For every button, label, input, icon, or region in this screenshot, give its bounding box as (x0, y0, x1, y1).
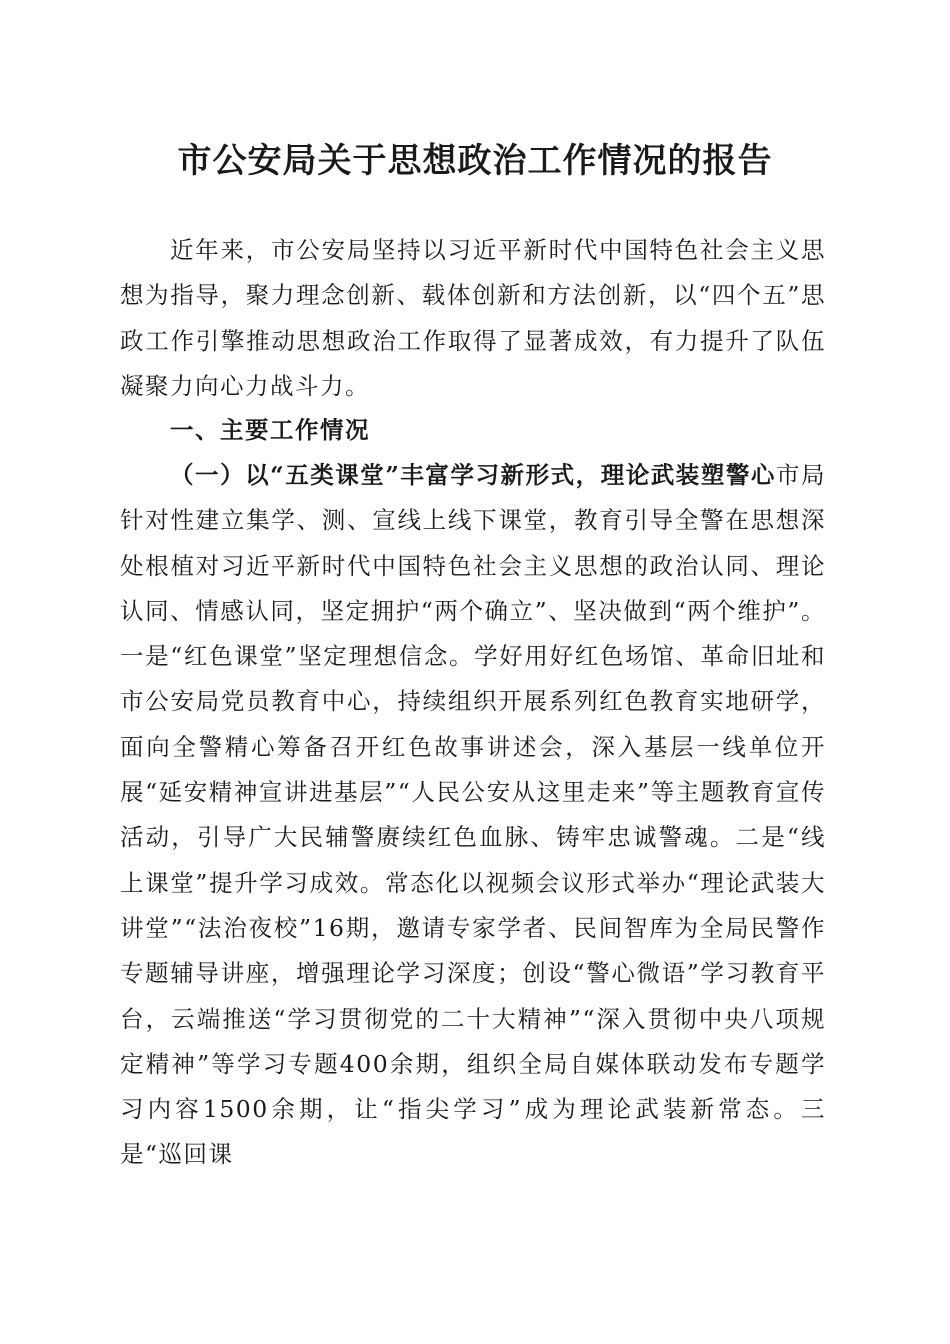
intro-paragraph: 近年来，市公安局坚持以习近平新时代中国特色社会主义思想为指导，聚力理念创新、载体创新和方法创新，以“四个五”思政工作引擎推动思想政治工作取得了显著成效，有力提升了队伍凝聚力向心力战斗力。 (120, 236, 826, 400)
section-1-subheading: （一）以“五类课堂”丰富学习新形式，理论武装塑警心 (170, 461, 776, 489)
document-title: 市公安局关于思想政治工作情况的报告 (177, 141, 773, 181)
section-1-paragraph (120, 453, 826, 1178)
section-heading-main-work: 一、主要工作情况 (170, 416, 370, 444)
section-1-body: 市局针对性建立集学、测、宣线上线下课堂，教育引导全警在思想深处根植对习近平新时代中国特色社会主义思想的政治认同、理论认同、情感认同，坚定拥护“两个确立”、坚决做到“两个维护”。一是“红色课堂”坚定理想信念。学好用好红色场馆、革命旧址和市公安局党员教育中心，持续组织开展系列红色教育实地研学，面向全警精心筹备召开红色故事讲述会，深入基层一线单位开展“延安精神宣讲进基层”“人民公安从这里走来”等主题教育宣传活动，引导广大民辅警赓续红色血脉、铸牢忠诚警魂。二是“线上课堂”提升学习成效。常态化以视频会议形式举办“理论武装大讲堂”“法治夜校”16期，邀请专家学者、民间智库为全局民警作专题辅导讲座，增强理论学习深度；创设“警心微语”学习教育平台，云端推送“学习贯彻党的二十大精神”“深入贯彻中央八项规定精神”等学习专题400余期，组织全局自媒体联动发布专题学习内容1500余期，让“指尖学习”成为理论武装新常态。三是“巡回课 (120, 461, 826, 1169)
